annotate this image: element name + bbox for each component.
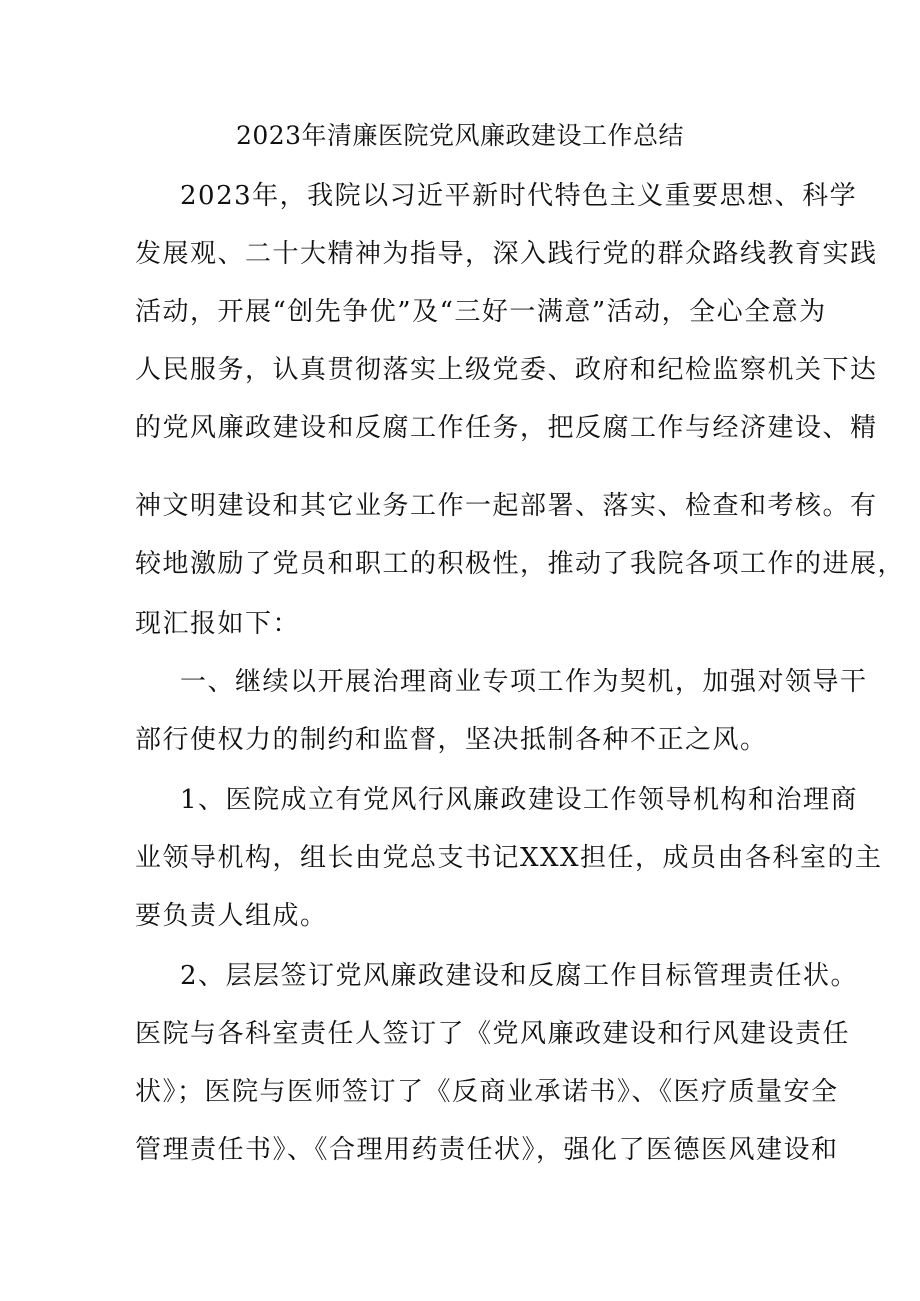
intro-line: 发展观、二十大精神为指导，深入践行党的群众路线教育实践 [135,239,878,269]
item-1-line: 要负责人组成。 [135,901,328,931]
intro-line: 较地激励了党员和职工的积极性，推动了我院各项工作的进展， [135,549,906,579]
item-2-line: 管理责任书》、《合理用药责任状》，强化了医德医风建设和 [135,1135,839,1165]
intro-line: 现汇报如下： [135,609,301,639]
intro-line: 神文明建设和其它业务工作一起部署、落实、检查和考核。有 [135,491,878,521]
section-heading-line: 部行使权力的制约和监督，坚决抵制各种不正之风。 [135,725,768,755]
item-1-line: 业领导机构，组长由党总支书记XXX担任，成员由各科室的主 [135,843,883,873]
item-2-line: 2、层层签订党风廉政建设和反腐工作目标管理责任状。 [180,961,859,991]
intro-line: 活动，开展“创先争优”及“三好一满意”活动，全心全意为 [135,297,827,327]
item-2-line: 状》；医院与医师签订了《反商业承诺书》、《医疗质量安全 [135,1077,839,1107]
item-1-line: 1、医院成立有党风行风廉政建设工作领导机构和治理商 [180,785,859,815]
item-2-line: 医院与各科室责任人签订了《党风廉政建设和行风建设责任 [135,1019,851,1049]
document-title: 2023年清廉医院党风廉政建设工作总结 [235,121,685,150]
section-heading-line: 一、继续以开展治理商业专项工作为契机，加强对领导干 [180,667,868,697]
intro-line: 人民服务，认真贯彻落实上级党委、政府和纪检监察机关下达 [135,355,878,385]
intro-line: 2023年，我院以习近平新时代特色主义重要思想、科学 [180,181,858,211]
intro-line: 的党风廉政建设和反腐工作任务，把反腐工作与经济建设、精 [135,413,878,443]
